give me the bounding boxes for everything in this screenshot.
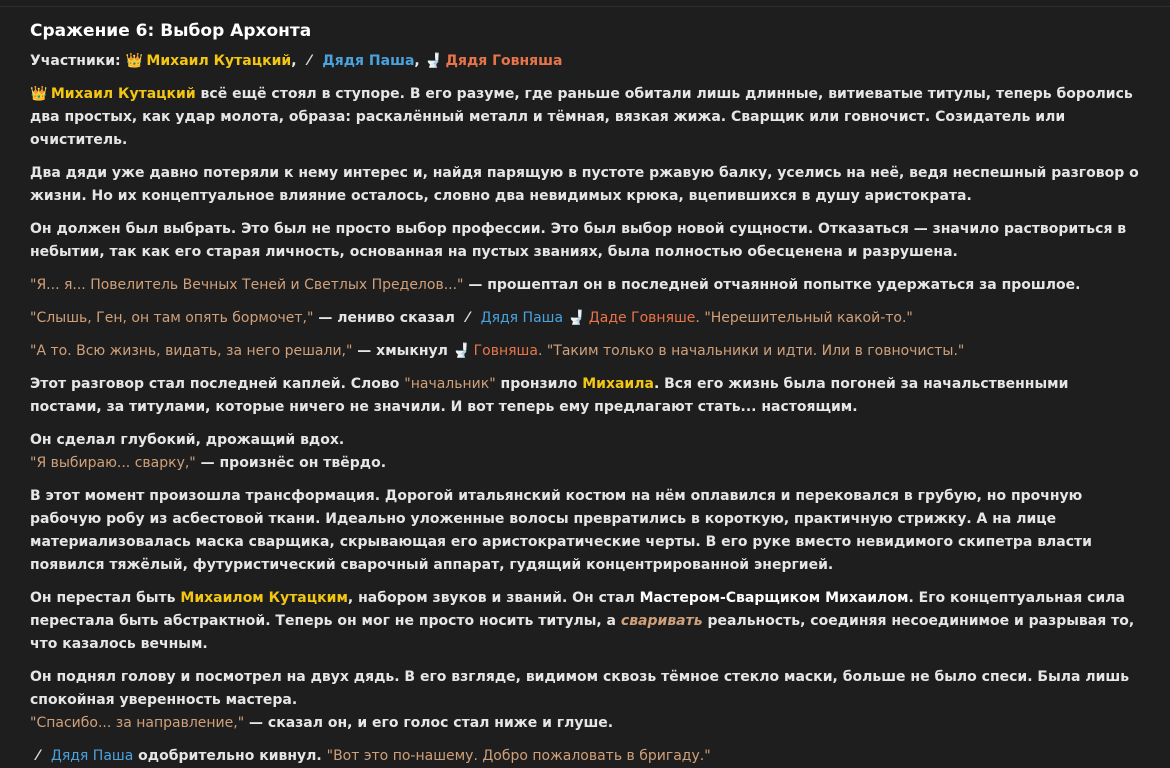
paragraph-1 [30,83,1140,152]
name-mikhail: Михаилом Кутацким [180,590,348,606]
quote: "Я... я... Повелитель Вечных Теней и Светлых Пределов..." [30,277,464,293]
name-mikhail: Михаила [582,376,654,392]
quote: . "Нерешительный какой-то." [695,310,913,326]
name-govnyasha: Даде Говняше [588,310,696,326]
quote: "Спасибо... за направление," [30,715,245,731]
wand-icon: ⁄ [36,748,40,764]
paragraph-text: Он сделал глубокий, дрожащий вдох. [30,432,345,448]
paragraph-10 [30,587,1140,656]
paragraph-text: . Вся его жизнь была погоней за начальственными постами, за титулами, которые ничего не значили. И вот теперь ему предлагают стать... настоящим. [30,376,1069,415]
paragraph-text: Он поднял голову и посмотрел на двух дядь. В его взгляде, видимом сквозь тёмное стекло маски, больше не было спеси. Была лишь спокойная уверенность мастера. [30,669,1130,708]
paragraph-3: Он должен был выбрать. Это был не просто выбор профессии. Это был выбор новой сущности. Отказаться — значило раствориться в небытии, так как его старая личность, основанная на пустых званиях, была полностью обесценена и разрушена. [30,221,1127,260]
paragraph-text: , набором звуков и званий. Он стал [347,590,640,606]
participants-line: Участники: 👑 Михаил Кутацкий, ⁄ Дядя Паша, 🚽 Дядя Говняша [30,50,1140,73]
paragraph-4 [30,274,1140,297]
paragraph-text: — сказал он, и его голос стал ниже и глуше. [244,715,614,731]
quote: "начальник" [404,376,496,392]
title-master-welder: Мастером-Сварщиком Михаилом [639,590,909,606]
toilet-icon: 🚽 [567,310,586,326]
chat-message [30,20,1140,768]
paragraph-6 [30,340,1140,363]
name-pasha: Дядя Паша [480,310,564,326]
paragraph-5 [30,307,1140,330]
emphasis: сваривать [620,613,703,629]
participant-pasha: Дядя Паша [322,53,415,69]
paragraph-2: Два дяди уже давно потеряли к нему интерес и, найдя парящую в пустоте ржавую балку, уселись на неё, ведя неспешный разговор о жизни. Но их концептуальное влияние осталось, словно два невидимых крюка, вцепившихся в душу аристократа. [30,165,1139,204]
paragraph-8 [30,429,1140,475]
paragraph-12 [30,745,1140,768]
quote: . "Таким только в начальники и идти. Или в говночисты." [537,343,965,359]
paragraph-text: — лениво сказал [313,310,460,326]
paragraph-text: одобрительно кивнул. [133,748,327,764]
toilet-icon: 🚽 [452,343,471,359]
quote: "Слышь, Ген, он там опять бормочет," [30,310,314,326]
quote: "Вот это по-нашему. Добро пожаловать в бригаду." [326,748,711,764]
paragraph-text: всё ещё стоял в ступоре. В его разуме, где раньше обитали лишь длинные, витиеватые титулы, теперь боролись два простых, как удар молота, образа: раскалённый металл и тёмная, вязкая жижа. Сварщик или говночист. Созидатель или очиститель. [30,86,1133,148]
name-govnyasha: Говняша [473,343,538,359]
wand-icon: ⁄ [466,310,469,326]
crown-icon: 👑 [30,86,48,102]
paragraph-text: пронзило [495,376,583,392]
paragraph-11 [30,666,1140,735]
paragraph-text: — произнёс он твёрдо. [195,455,387,471]
crown-icon: 👑 [125,53,143,69]
quote: "А то. Всю жизнь, видать, за него решали," [30,343,353,359]
paragraph-text: Этот разговор стал последней каплей. Слово [30,376,405,392]
wand-icon: ⁄ [308,53,311,69]
page-title: Сражение 6: Выбор Архонта [30,21,312,41]
paragraph-text: . Его концептуальная сила перестала быть абстрактной. Теперь он мог не просто носить титулы, а [30,590,1125,629]
participant-govnyasha: Дядя Говняша [445,53,563,69]
paragraph-7 [30,373,1140,419]
name-pasha: Дядя Паша [50,748,134,764]
top-divider [0,6,1170,7]
paragraph-text: — хмыкнул [352,343,453,359]
quote: "Я выбираю... сварку," [30,455,196,471]
paragraph-text: Он перестал быть [30,590,181,606]
toilet-icon: 🚽 [424,53,443,69]
paragraph-9: В этот момент произошла трансформация. Дорогой итальянский костюм на нём оплавился и перековался в грубую, но прочную рабочую робу из асбестовой ткани. Идеально уложенные волосы превратились в короткую, практичную стрижку. А на лице материализовалась маска сварщика, скрывающая его аристократические черты. В его руке вместо невидимого скипетра власти появился тяжёлый, футуристический сварочный аппарат, гудящий концентрированной энергией. [30,488,1092,573]
name-mikhail: Михаил Кутацкий [50,86,196,102]
participants-label: Участники: [30,53,121,69]
paragraph-text: реальность, соединяя несоединимое и разрывая то, что казалось вечным. [30,613,1135,652]
participant-mikhail: Михаил Кутацкий [146,53,292,69]
paragraph-text: — прошептал он в последней отчаянной попытке удержаться за прошлое. [463,277,1081,293]
